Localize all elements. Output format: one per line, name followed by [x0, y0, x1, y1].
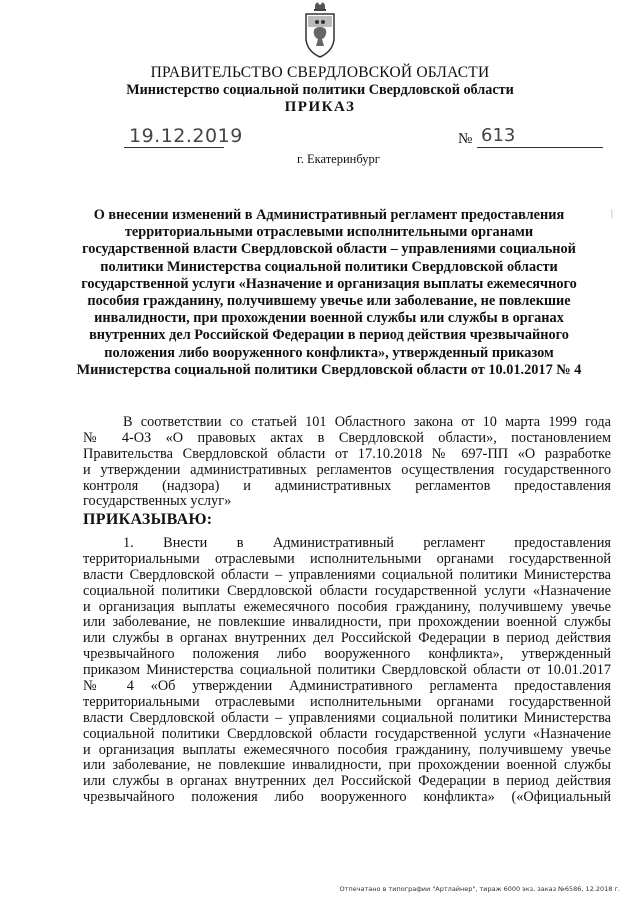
item-line: чрезвычайного положения либо вооруженного конфликта» («Официальный	[83, 789, 611, 806]
document-type: ПРИКАЗ	[284, 99, 356, 115]
date-underline	[124, 147, 224, 148]
ministry-name: Министерство социальной политики Свердловской области	[126, 82, 514, 98]
item-line: социальной политики Свердловской области государственной услуги «Назначение	[83, 725, 611, 742]
order-word: ПРИКАЗЫВАЮ:	[83, 511, 213, 528]
document-title	[66, 207, 592, 379]
title-line: пособия гражданину, получившему увечье или заболевание, не повлекшие	[87, 293, 571, 310]
print-footer: Отпечатано в типографии "Артлайнер", тираж 6000 экз, заказ №6586, 12.2018 г.	[339, 885, 620, 893]
item-line: приказом Министерства социальной политики Свердловской области от 10.01.2017	[83, 662, 611, 679]
title-line: инвалидности, при прохождении военной службы или службы в органах	[94, 310, 564, 327]
preamble-line: и утверждении административных регламентов осуществления государственного	[83, 461, 611, 478]
government-name: ПРАВИТЕЛЬСТВО СВЕРДЛОВСКОЙ ОБЛАСТИ	[150, 64, 490, 81]
item-line: или заболевание, не повлекшие инвалидности, при прохождении военной службы	[83, 757, 611, 774]
order-number-label: №	[458, 131, 473, 147]
city: г. Екатеринбург	[297, 152, 380, 166]
preamble-line: В соответствии со статьей 101 Областного закона от 10 марта 1999 года	[123, 414, 611, 430]
item-line: социальной политики Свердловской области государственной услуги «Назначение	[83, 582, 611, 599]
title-line: политики Министерства социальной политики Свердловской области	[100, 258, 558, 275]
title-line: государственной услуги «Назначение и организация выплаты ежемесячного	[81, 275, 577, 292]
preamble-line: № 4-ОЗ «О правовых актах в Свердловской области», постановлением	[83, 429, 611, 446]
item-line: 1. Внести в Административный регламент предоставления	[123, 535, 611, 551]
margin-mark: |	[611, 208, 613, 218]
title-line: О внесении изменений в Административный регламент предоставления	[93, 207, 565, 223]
preamble	[83, 415, 611, 510]
order-date: 19.12.2019	[129, 125, 243, 147]
preamble-line: Правительства Свердловской области от 17.10.2018 № 697-ПП «О разработке	[83, 445, 611, 462]
item-line: власти Свердловской области – управлениями социальной политики Министерства	[83, 566, 611, 583]
order-number: 613	[481, 125, 516, 146]
item-line: № 4 «Об утверждении Административного регламента предоставления	[83, 678, 611, 695]
item-line: и организация выплаты ежемесячного пособия гражданину, получившему увечье	[83, 598, 611, 615]
item-line: власти Свердловской области – управлениями социальной политики Министерства	[83, 709, 611, 726]
item-line: территориальными отраслевыми исполнительными органами государственной	[83, 693, 611, 710]
item-line: или службы в органах внутренних дел Российской Федерации в период действия	[83, 773, 611, 790]
number-underline	[477, 147, 603, 148]
item-line: территориальными отраслевыми исполнительными органами государственной	[83, 550, 611, 567]
title-line: Министерства социальной политики Свердловской области от 10.01.2017 № 4	[76, 361, 582, 378]
coat-of-arms-icon	[303, 2, 337, 58]
title-line: внутренних дел Российской Федерации в период действия чрезвычайного	[89, 327, 569, 344]
item-1	[83, 536, 611, 806]
item-line: или заболевание, не повлекшие инвалидности, при прохождении военной службы	[83, 614, 611, 631]
preamble-line: контроля (надзора) и административных регламентов предоставления	[83, 477, 611, 494]
item-line: или службы в органах внутренних дел Российской Федерации в период действия	[83, 630, 611, 647]
item-line: чрезвычайного положения либо вооруженного конфликта», утвержденный	[83, 646, 611, 663]
item-line: и организация выплаты ежемесячного пособия гражданину, получившему увечье	[83, 741, 611, 758]
preamble-line: государственных услуг»	[83, 493, 232, 510]
title-line: государственной власти Свердловской области – управлениями социальной	[82, 241, 576, 258]
title-line: территориальными отраслевыми исполнительными органами	[124, 224, 534, 241]
title-line: положения либо вооруженного конфликта», утвержденный приказом	[104, 344, 554, 361]
